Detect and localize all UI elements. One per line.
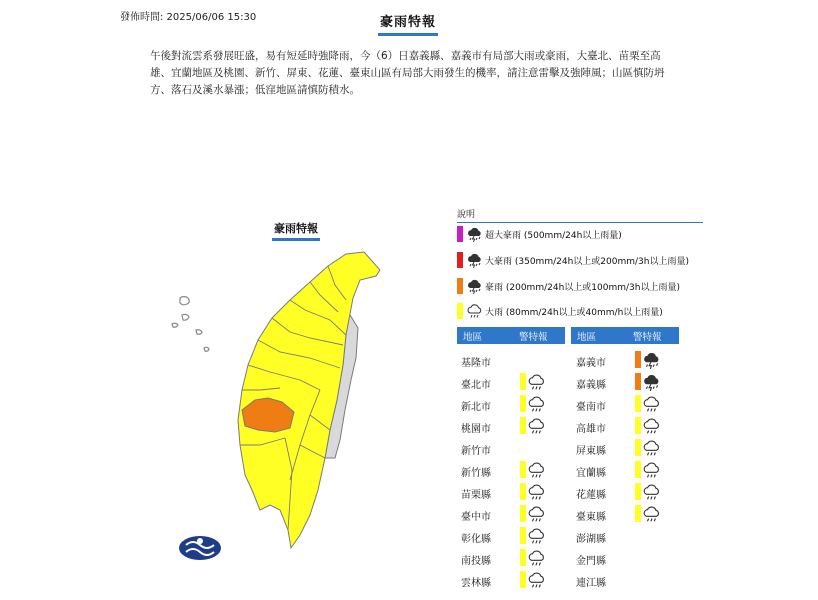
warning-level-bar (520, 527, 526, 544)
county-name: 基隆市 (461, 358, 491, 369)
bulletin-text: 午後對流雲系發展旺盛，易有短延時強降雨，今（6）日嘉義縣、嘉義市有局部大雨或豪雨，大臺北、苗栗至高雄、宜蘭地區及桃園、新竹、屏東、花蓮、臺東山區有局部大雨發生的機率，請注意雷擊及強陣風；山區慎防坍方、落石及溪水暴漲；低窪地區請慎防積水。 (150, 50, 665, 96)
rain-cloud-icon (528, 417, 546, 435)
rain-cloud-icon (467, 303, 483, 319)
warning-level-bar (635, 461, 641, 478)
county-name: 雲林縣 (461, 578, 491, 589)
warning-level-bar (520, 549, 526, 566)
county-name: 臺南市 (576, 402, 606, 413)
county-name: 連江縣 (576, 578, 606, 589)
warning-level-bar (520, 483, 526, 500)
county-name: 宜蘭縣 (576, 468, 606, 479)
county-name: 桃園市 (461, 424, 491, 435)
thunder-rain-icon (467, 278, 483, 294)
taiwan-map (160, 240, 410, 570)
county-name: 新竹縣 (461, 468, 491, 479)
col-warning-label: 警特報 (519, 331, 548, 343)
county-name: 高雄市 (576, 424, 606, 435)
rain-cloud-icon (528, 527, 546, 545)
map-title: 豪雨特報 (272, 220, 320, 241)
warning-level-bar (520, 571, 526, 588)
county-name: 花蓮縣 (576, 490, 606, 501)
legend-item-extremely-torrential (457, 225, 622, 243)
rain-cloud-icon (528, 549, 546, 567)
county-name: 嘉義縣 (576, 380, 606, 391)
legend-label: 豪雨 (200mm/24h以上或100mm/3h以上雨量) (485, 282, 680, 293)
county-name: 嘉義市 (576, 358, 606, 369)
county-name: 臺中市 (461, 512, 491, 523)
warning-level-bar (520, 395, 526, 412)
rain-cloud-icon (643, 461, 661, 479)
legend-swatch (457, 226, 463, 242)
legend-swatch (457, 303, 463, 319)
county-name: 屏東縣 (576, 446, 606, 457)
warning-level-bar (635, 395, 641, 412)
legend-item-heavy (457, 302, 663, 320)
county-name: 新北市 (461, 402, 491, 413)
county-name: 金門縣 (576, 556, 606, 567)
thunder-rain-icon (643, 351, 661, 369)
legend-swatch (457, 278, 463, 294)
legend-item-torrential (457, 277, 680, 295)
logo-cwa (179, 536, 221, 560)
rain-cloud-icon (643, 505, 661, 523)
legend-item-torrential-heavy (457, 251, 689, 269)
legend-label: 大雨 (80mm/24h以上或40mm/h以上雨量) (485, 307, 663, 318)
table-header-right (571, 327, 679, 344)
county-name: 澎湖縣 (576, 534, 606, 545)
county-name: 苗栗縣 (461, 490, 491, 501)
county-name: 臺東縣 (576, 512, 606, 523)
county-name: 臺北市 (461, 380, 491, 391)
warning-level-bar (635, 351, 641, 368)
county-name: 新竹市 (461, 446, 491, 457)
rain-cloud-icon (528, 395, 546, 413)
rain-cloud-icon (643, 439, 661, 457)
county-name: 南投縣 (461, 556, 491, 567)
warning-level-bar (635, 483, 641, 500)
issue-time: 發佈時間: 2025/06/06 15:30 (120, 12, 257, 23)
rain-cloud-icon (528, 505, 546, 523)
warning-level-bar (635, 439, 641, 456)
penghu-islands (172, 297, 209, 352)
warning-level-bar (635, 417, 641, 434)
col-area-label: 地區 (463, 331, 483, 343)
rain-cloud-icon (528, 373, 546, 391)
thunder-rain-icon (643, 373, 661, 391)
warning-level-bar (520, 373, 526, 390)
thunder-rain-icon (467, 226, 483, 242)
rain-cloud-icon (528, 461, 546, 479)
legend-label: 超大豪雨 (500mm/24h以上雨量) (485, 230, 622, 241)
warning-level-bar (635, 373, 641, 390)
warning-level-bar (520, 461, 526, 478)
rain-cloud-icon (643, 483, 661, 501)
col-warning-label: 警特報 (633, 331, 662, 343)
rain-cloud-icon (528, 483, 546, 501)
county-name: 彰化縣 (461, 534, 491, 545)
legend-title: 說明 (457, 207, 703, 223)
warning-level-bar (520, 417, 526, 434)
warning-level-bar (520, 505, 526, 522)
page-title: 豪雨特報 (378, 11, 438, 36)
col-area-label: 地區 (577, 331, 597, 343)
legend-label: 大豪雨 (350mm/24h以上或200mm/3h以上雨量) (485, 256, 689, 267)
legend-swatch (457, 252, 463, 268)
thunder-rain-icon (467, 252, 483, 268)
table-header-left (457, 327, 565, 344)
rain-cloud-icon (528, 571, 546, 589)
rain-cloud-icon (643, 417, 661, 435)
warning-level-bar (635, 505, 641, 522)
rain-cloud-icon (643, 395, 661, 413)
